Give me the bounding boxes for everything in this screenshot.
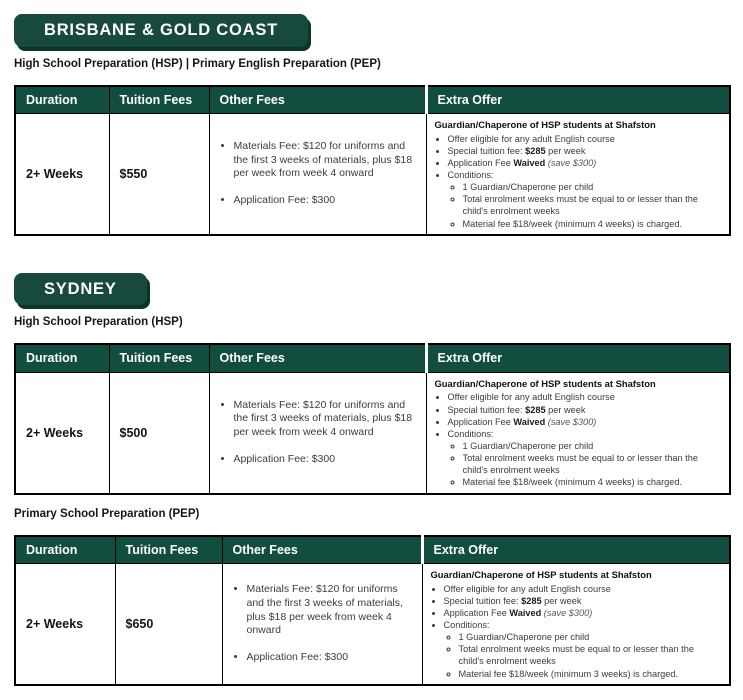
column-header-tuition-fees: Tuition Fees <box>109 344 209 372</box>
waived-value: Waived <box>513 157 546 168</box>
tuition-fee-cell: $550 <box>109 114 209 235</box>
tuition-fee-cell: $500 <box>109 372 209 493</box>
special-tuition-item <box>448 145 722 157</box>
materials-fee-item: • Materials Fee: $120 for uniforms and the first 3 weeks of materials, plus $18 per week from week 4 onward <box>247 583 416 638</box>
waived-savings: (save $300) <box>545 416 597 427</box>
waived-savings: (save $300) <box>545 157 597 168</box>
extra-offer-cell <box>426 372 730 493</box>
special-tuition-item <box>444 595 722 607</box>
special-fee-text: Special tuition fee: <box>447 145 526 156</box>
special-fee-text: Special tuition fee: <box>443 595 522 606</box>
special-fee-suffix: per week <box>545 145 586 156</box>
waived-text: Application Fee <box>443 607 510 618</box>
column-header-duration: Duration <box>15 536 115 564</box>
duration-cell: 2+ Weeks <box>15 564 115 685</box>
condition-material-fee: ◦ Material fee $18/week (minimum 3 weeks) is charged. <box>459 668 722 680</box>
conditions-item <box>448 428 722 489</box>
column-header-extra-offer: Extra Offer <box>422 536 730 564</box>
offer-eligible-item: • Offer eligible for any adult English course <box>448 133 722 145</box>
special-fee-value: $285 <box>525 145 546 156</box>
pricing-table-sydney-hsp <box>14 343 731 494</box>
application-waived-item <box>448 416 722 428</box>
application-fee-item: • Application Fee: $300 <box>234 194 420 208</box>
other-fees-cell <box>222 564 422 685</box>
duration-cell: 2+ Weeks <box>15 114 109 235</box>
column-header-tuition-fees: Tuition Fees <box>109 86 209 114</box>
extra-offer-cell <box>426 114 730 235</box>
pricing-table-brisbane-gold-coast <box>14 85 731 236</box>
column-header-duration: Duration <box>15 86 109 114</box>
column-header-other-fees: Other Fees <box>209 86 426 114</box>
subtitle-pep-sydney: Primary School Preparation (PEP) <box>14 507 200 520</box>
conditions-item <box>444 619 722 680</box>
conditions-label: Conditions: <box>447 428 494 439</box>
duration-cell: 2+ Weeks <box>15 372 109 493</box>
condition-guardian-per-child: ◦ 1 Guardian/Chaperone per child <box>463 440 722 452</box>
offer-eligible-item: • Offer eligible for any adult English course <box>448 391 722 403</box>
subtitle-hsp-sydney: High School Preparation (HSP) <box>14 316 183 329</box>
waived-value: Waived <box>513 416 546 427</box>
waived-text: Application Fee <box>447 157 514 168</box>
table-row <box>15 564 730 685</box>
application-fee-item: • Application Fee: $300 <box>247 651 416 665</box>
conditions-label: Conditions: <box>443 620 490 631</box>
table-header-row <box>15 344 730 372</box>
application-waived-item <box>444 607 722 619</box>
special-fee-value: $285 <box>525 404 546 415</box>
condition-enrolment-weeks: ◦ Total enrolment weeks must be equal to or lesser than the child's enrolment weeks <box>459 643 722 667</box>
column-header-other-fees: Other Fees <box>222 536 422 564</box>
column-header-other-fees: Other Fees <box>209 344 426 372</box>
condition-material-fee: ◦ Material fee $18/week (minimum 4 weeks) is charged. <box>463 476 722 488</box>
tuition-fee-cell: $650 <box>115 564 222 685</box>
column-header-extra-offer: Extra Offer <box>426 86 730 114</box>
waived-value: Waived <box>509 607 542 618</box>
application-fee-item: • Application Fee: $300 <box>234 453 420 467</box>
condition-enrolment-weeks: ◦ Total enrolment weeks must be equal to or lesser than the child's enrolment weeks <box>463 193 722 217</box>
offer-eligible-item: • Offer eligible for any adult English course <box>444 583 722 595</box>
special-fee-suffix: per week <box>545 404 586 415</box>
waived-text: Application Fee <box>447 416 514 427</box>
banner-brisbane-gold-coast: BRISBANE & GOLD COAST <box>14 14 308 47</box>
table-row <box>15 372 730 493</box>
table-header-row <box>15 86 730 114</box>
extra-offer-cell <box>422 564 730 685</box>
condition-guardian-per-child: ◦ 1 Guardian/Chaperone per child <box>459 631 722 643</box>
condition-guardian-per-child: ◦ 1 Guardian/Chaperone per child <box>463 181 722 193</box>
column-header-tuition-fees: Tuition Fees <box>115 536 222 564</box>
special-tuition-item <box>448 404 722 416</box>
extra-offer-heading: Guardian/Chaperone of HSP students at Shafston <box>434 119 656 131</box>
application-waived-item <box>448 157 722 169</box>
column-header-extra-offer: Extra Offer <box>426 344 730 372</box>
pricing-table-sydney-pep <box>14 535 731 686</box>
table-header-row <box>15 536 730 564</box>
banner-sydney: SYDNEY <box>14 273 147 306</box>
subtitle-hsp-pep-brisbane: High School Preparation (HSP) | Primary English Preparation (PEP) <box>14 57 381 70</box>
special-fee-text: Special tuition fee: <box>447 404 526 415</box>
conditions-item <box>448 169 722 230</box>
condition-material-fee: ◦ Material fee $18/week (minimum 4 weeks) is charged. <box>463 218 722 230</box>
waived-savings: (save $300) <box>541 607 593 618</box>
special-fee-suffix: per week <box>541 595 582 606</box>
materials-fee-item: • Materials Fee: $120 for uniforms and the first 3 weeks of materials, plus $18 per week from week 4 onward <box>234 399 420 441</box>
special-fee-value: $285 <box>521 595 542 606</box>
extra-offer-heading: Guardian/Chaperone of HSP students at Shafston <box>434 377 656 389</box>
extra-offer-heading: Guardian/Chaperone of HSP students at Shafston <box>430 569 652 581</box>
column-header-duration: Duration <box>15 344 109 372</box>
table-row <box>15 114 730 235</box>
materials-fee-item: • Materials Fee: $120 for uniforms and the first 3 weeks of materials, plus $18 per week from week 4 onward <box>234 140 420 182</box>
other-fees-cell <box>209 114 426 235</box>
conditions-label: Conditions: <box>447 170 494 181</box>
other-fees-cell <box>209 372 426 493</box>
condition-enrolment-weeks: ◦ Total enrolment weeks must be equal to or lesser than the child's enrolment weeks <box>463 452 722 476</box>
